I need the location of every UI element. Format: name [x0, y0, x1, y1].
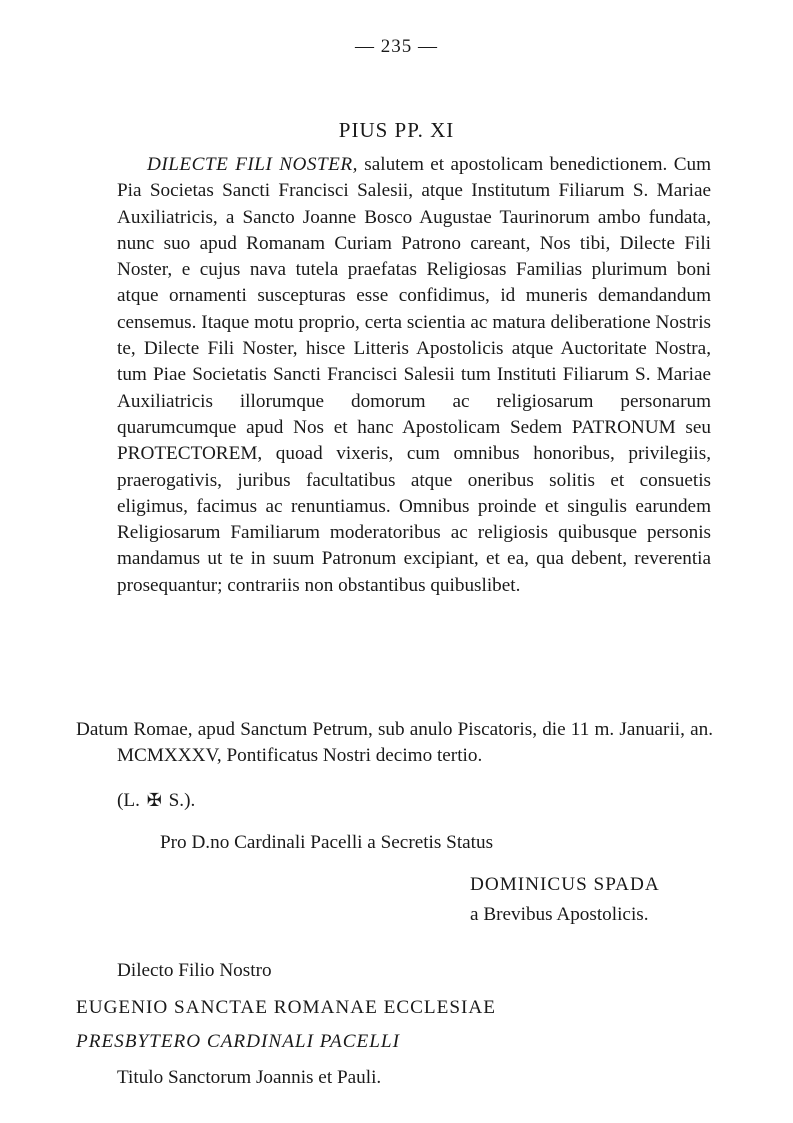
document-heading: PIUS PP. XI — [338, 118, 455, 142]
main-paragraph-text: salutem et apostolicam benedictionem. Cum Pia Societas Sancti Francisci Salesii, atque Institutum Filiarum S. Mariae Auxiliatricis, a Sancto Joanne Bosco Augustae Taurinorum ambo fundata, nunc suo apud Romanam Curiam Patrono careant, Nos tibi, Dilecte Fili Noster, e cujus nava tutela praefatas Religiosas Familias plurimum boni atque ornamenti suscepturas esse confidimus, id muneris demandandum censemus. Itaque motu proprio, certa scientia ac matura deliberatione Nostris te, Dilecte Fili Noster, hisce Litteris Apostolicis atque Auctoritate Nostra, tum Piae Societatis Sancti Francisci Salesii tum Instituti Filiarum S. Mariae Auxiliatricis illorumque domorum ac religiosarum personarum quarumcumque apud Nos et hanc Apostolicam Sedem PATRONUM seu PROTECTOREM, quoad vixeris, cum omnibus honoribus, privilegiis, praerogativis, juribus facultatibus atque oneribus solitis et consuetis eligimus, facimus ac renuntiamus. Omnibus proinde et singulis earundem Religiosarum Familiarum moderatoribus ac religiosis quibusque personis mandamus ut te in suum Patronum excipiant, et ea, qua debent, reverentia prosequantur; contrariis non obstantibus quibuslibet. — [117, 154, 712, 596]
signer-office: a Brevibus Apostolicis. — [470, 904, 649, 925]
seal-open: (L. — [117, 790, 140, 811]
signer-name: DOMINICUS SPADA — [470, 874, 660, 895]
datum-paragraph: Datum Romae, apud Sanctum Petrum, sub anulo Piscatoris, die 11 m. Januarii, an. MCMXXXV, Pontificatus Nostri decimo tertio. — [76, 719, 713, 767]
page-number: — 235 — — [355, 36, 438, 57]
address-line-3: PRESBYTERO CARDINALI PACELLI — [76, 1031, 400, 1052]
main-paragraph — [117, 152, 711, 599]
seal-line — [117, 790, 195, 812]
cross-icon: ✠ — [146, 790, 162, 810]
address-line-4: Titulo Sanctorum Joannis et Pauli. — [117, 1067, 382, 1088]
address-line-1: Dilecto Filio Nostro — [117, 960, 272, 981]
seal-close: S.). — [168, 790, 196, 811]
address-line-2: EUGENIO SANCTAE ROMANAE ECCLESIAE — [76, 997, 496, 1018]
salutation: DILECTE FILI NOSTER, — [147, 154, 358, 175]
pro-line: Pro D.no Cardinali Pacelli a Secretis Status — [160, 832, 494, 853]
